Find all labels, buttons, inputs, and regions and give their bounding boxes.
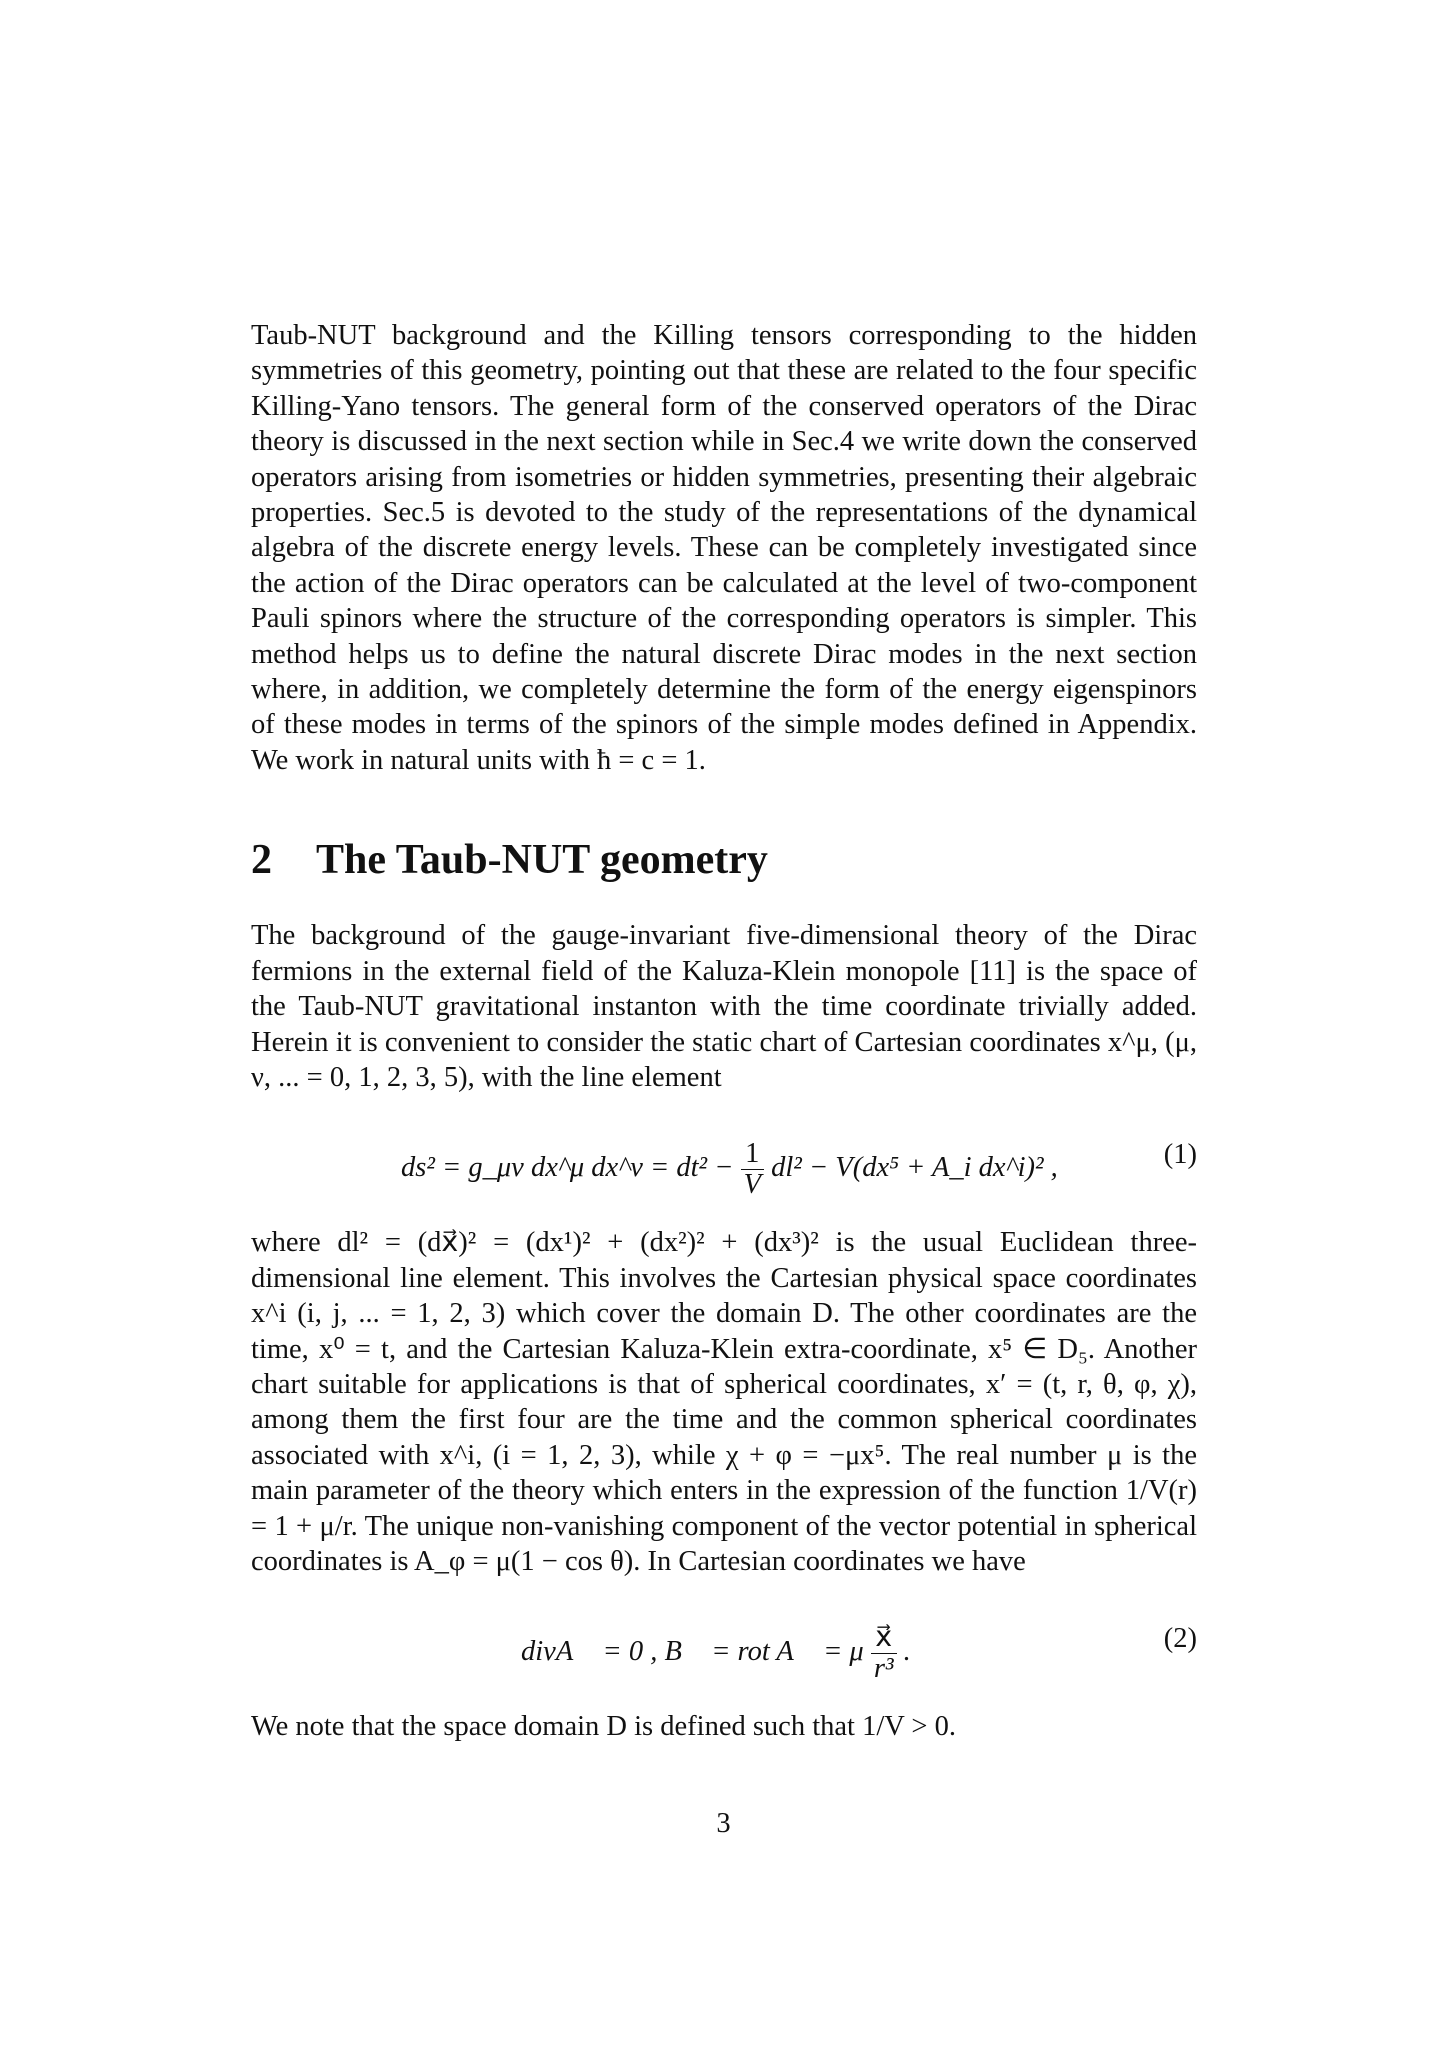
paragraph-background: The background of the gauge-invariant five-dimensional theory of the Dirac fermions in the external field of the Kaluza-Klein monopole [11] is the space of the Taub-NUT gravitational instanton with the time coordinate trivially added. Herein it is convenient to consider the static chart of Cartesian coordinates x^μ, (μ, ν, ... = 0, 1, 2, 3, 5), with the line element (251, 920, 1197, 1093)
equation-2 (251, 1589, 1197, 1699)
equation-1-lhs: ds² = g_μν dx^μ dx^ν = dt² − (401, 1152, 734, 1184)
paragraph-domain-note: We note that the space domain D is defined such that 1/V > 0. (251, 1711, 956, 1743)
section-heading (251, 836, 1197, 884)
intro-paragraph: Taub-NUT background and the Killing tensors corresponding to the hidden symmetries of this geometry, pointing out that these are related to the four specific Killing-Yano tensors. The general form of the conserved operators of the Dirac theory is discussed in the next section while in Sec.4 we write down the conserved operators arising from isometries or hidden symmetries, presenting their algebraic properties. Sec.5 is devoted to the study of the representations of the dynamical algebra of the discrete energy levels. These can be completely investigated since the action of the Dirac operators can be calculated at the level of two-component Pauli spinors where the structure of the corresponding operators is simpler. This method helps us to define the natural discrete Dirac modes in the next section where, in addition, we completely determine the form of the energy eigenspinors of these modes in terms of the spinors of the simple modes defined in Appendix. We work in natural units with ħ = c = 1. (251, 320, 1197, 776)
equation-2-fraction (871, 1623, 897, 1684)
equation-1-body (401, 1139, 1058, 1200)
equation-2-number: (2) (1163, 1623, 1197, 1655)
page-body (251, 318, 1197, 1745)
equation-1 (251, 1105, 1197, 1215)
equation-1-number: (1) (1163, 1139, 1197, 1171)
equation-1-fraction (741, 1139, 764, 1200)
equation-2-numerator: x⃗ (871, 1623, 897, 1654)
equation-2-lhs: divA⃗ = 0 , B⃗ = rot A⃗ = μ (521, 1636, 864, 1668)
equation-1-numerator: 1 (741, 1139, 764, 1170)
equation-1-rhs: dl² − V(dx⁵ + A_i dx^i)² , (771, 1152, 1058, 1184)
section-title: The Taub-NUT geometry (316, 837, 768, 884)
page-number: 3 (716, 1808, 731, 1839)
paragraph-coordinates: where dl² = (dx⃗)² = (dx¹)² + (dx²)² + (dx³)² is the usual Euclidean three-dimensional line element. This involves the Cartesian physical space coordinates x^i (i, j, ... = 1, 2, 3) which cover the domain D. The other coordinates are the time, x⁰ = t, and the Cartesian Kaluza-Klein extra-coordinate, x⁵ ∈ D₅. Another chart suitable for applications is that of spherical coordinates, x′ = (t, r, θ, φ, χ), among them the first four are the time and the common spherical coordinates associated with x^i, (i = 1, 2, 3), while χ + φ = −μx⁵. The real number μ is the main parameter of the theory which enters in the expression of the function 1/V(r) = 1 + μ/r. The unique non-vanishing component of the vector potential in spherical coordinates is A_φ = μ(1 − cos θ). In Cartesian coordinates we have (251, 1227, 1197, 1577)
equation-2-tail: . (903, 1636, 911, 1668)
equation-2-body (521, 1623, 911, 1684)
section-number: 2 (251, 837, 272, 884)
equation-1-denominator: V (743, 1169, 761, 1201)
equation-2-denominator: r³ (873, 1653, 894, 1685)
